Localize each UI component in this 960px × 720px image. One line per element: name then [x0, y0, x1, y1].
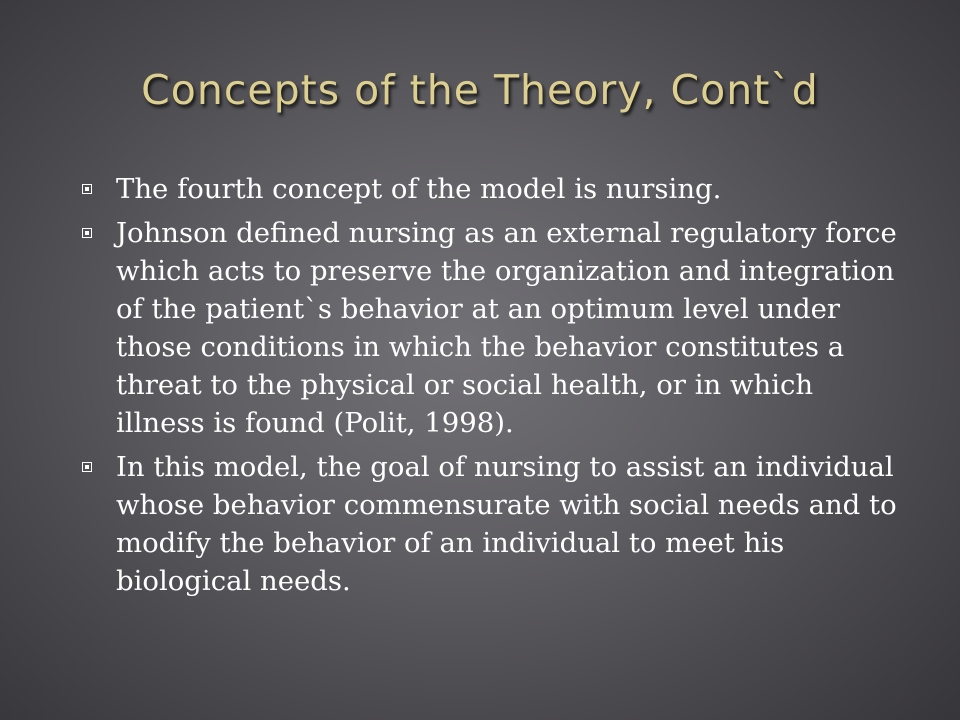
slide-title: Concepts of the Theory, Cont`d: [141, 66, 819, 114]
bullet-item: [80, 170, 910, 208]
bullet-item: [80, 214, 910, 442]
bullet-item: [80, 448, 910, 600]
bullet-text: Johnson defined nursing as an external regulatory force which acts to preserve the organization and integration of the patient`s behavior at an optimum level under those conditions in which the behavior constitutes a threat to the physical or social health, or in which illness is found (Polit, 1998).: [116, 217, 897, 439]
bullet-text: The fourth concept of the model is nursing.: [116, 173, 722, 205]
square-bullet-icon: [82, 462, 92, 472]
bullet-list: [80, 170, 910, 606]
square-bullet-icon: [82, 184, 92, 194]
square-bullet-icon: [82, 228, 92, 238]
bullet-text: In this model, the goal of nursing to assist an individual whose behavior commensurate with social needs and to modify the behavior of an individual to meet his biological needs.: [116, 451, 897, 597]
